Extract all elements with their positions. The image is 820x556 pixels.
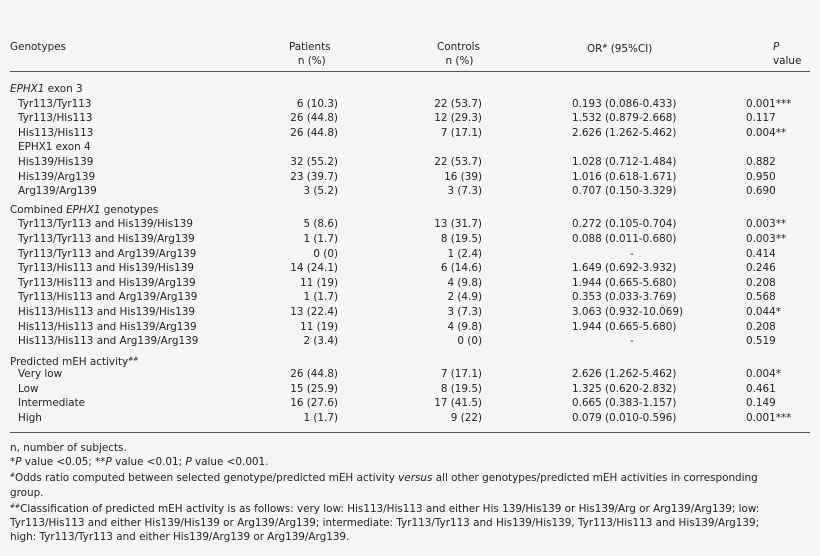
table-row xyxy=(10,382,810,397)
cell-genotype: Tyr113/Tyr113 xyxy=(18,97,92,110)
header-or xyxy=(587,40,652,56)
cell-controls-value: 1 (2.4) xyxy=(447,247,482,260)
cell-p-value: 0.208 xyxy=(746,276,776,289)
cell-controls-value: 4 (9.8) xyxy=(447,276,482,289)
table-header xyxy=(10,0,810,71)
cell-patients: 5 (8.6) xyxy=(303,218,338,231)
cell-p-value: 0.004** xyxy=(746,126,787,139)
footnotes xyxy=(10,441,810,544)
header-controls-label: Controls xyxy=(437,41,480,53)
cell-controls-value: 8 (19.5) xyxy=(440,232,482,245)
cell-p-value: 0.004* xyxy=(746,368,781,381)
footnote-p-values xyxy=(10,455,810,469)
fn-p3-rest: value <0.001. xyxy=(191,456,269,469)
cell-patients: 11 (19) xyxy=(300,320,338,333)
table-row xyxy=(10,184,810,199)
footnote-classification-line3: high: Tyr113/Tyr113 and either His139/Arg139 or Arg139/Arg139. xyxy=(10,531,350,544)
cell-controls-value: 3 (7.3) xyxy=(447,305,482,318)
table-page xyxy=(10,0,810,544)
table-body xyxy=(10,82,810,426)
cell-or: 1.944 (0.665-5.680) xyxy=(572,276,677,289)
fn-or-pre: Odds ratio computed between selected genotype/predicted mEH activity xyxy=(15,472,399,485)
cell-genotype: His113/His113 and His139/Arg139 xyxy=(18,320,197,333)
footnote-classification-line2: Tyr113/His113 and either His139/His139 or Arg139/Arg139; intermediate: Tyr113/Tyr113 and His139/His139, Tyr113/His113 and His139/Arg139; xyxy=(10,517,760,530)
cell-patients: 1 (1.7) xyxy=(303,291,338,304)
fn-star: * xyxy=(10,456,16,469)
fn-or-italic: versus xyxy=(398,472,433,485)
header-or-sup: # xyxy=(602,43,608,50)
cell-genotype: High xyxy=(18,412,42,425)
cell-patients: 2 (3.4) xyxy=(303,335,338,348)
cell-patients: 13 (22.4) xyxy=(290,305,338,318)
cell-patients: 1 (1.7) xyxy=(303,412,338,425)
cell-patients: 15 (25.9) xyxy=(290,382,338,395)
cell-patients: 16 (27.6) xyxy=(290,397,338,410)
table-row xyxy=(10,170,810,185)
fn-class-sup: ## xyxy=(10,502,21,510)
cell-p-value: 0.882 xyxy=(746,155,776,168)
cell-or: 0.193 (0.086-0.433) xyxy=(572,97,677,110)
table-row xyxy=(10,111,810,126)
cell-controls-value: 7 (17.1) xyxy=(440,368,482,381)
cell-genotype: Tyr113/His113 and His139/His139 xyxy=(18,262,194,275)
cell-genotype: Tyr113/Tyr113 and Arg139/Arg139 xyxy=(18,247,197,260)
cell-p-value: 0.003** xyxy=(746,218,787,231)
section-exon3-gene: EPHX1 xyxy=(10,83,45,95)
cell-controls-value: 6 (14.6) xyxy=(440,262,482,275)
cell-genotype: Intermediate xyxy=(18,397,86,410)
cell-controls-value: 22 (53.7) xyxy=(434,155,482,168)
table-row xyxy=(10,97,810,112)
cell-controls-value: 12 (29.3) xyxy=(434,112,482,125)
cell-p-value: 0.690 xyxy=(746,185,776,198)
header-rule xyxy=(10,71,810,72)
group-activity xyxy=(10,367,810,425)
cell-p-value: 0.950 xyxy=(746,170,776,183)
section-combined-post: genotypes xyxy=(100,203,159,216)
cell-or: 2.626 (1.262-5.462) xyxy=(572,368,677,381)
table-row xyxy=(10,261,810,276)
cell-p-value: 0.461 xyxy=(746,382,776,395)
cell-p-value: 0.149 xyxy=(746,397,776,410)
cell-controls-value: 4 (9.8) xyxy=(447,320,482,333)
fn-p1: P xyxy=(15,456,22,469)
header-patients xyxy=(289,40,331,68)
section-combined-pre: Combined xyxy=(10,203,67,216)
table-row xyxy=(10,247,810,262)
cell-patients: 3 (5.2) xyxy=(303,185,338,198)
cell-patients: 14 (24.1) xyxy=(290,262,338,275)
cell-or: 0.272 (0.105-0.704) xyxy=(572,218,677,231)
cell-genotype: Very low xyxy=(18,368,63,381)
header-or-ci: (95%CI) xyxy=(607,43,653,55)
cell-genotype: His139/Arg139 xyxy=(18,170,96,183)
fn-class-line1: Classification of predicted mEH activity is as follows: very low: His113/His113 and either His 139/His139 or His139/Arg or Arg139/Arg139; low: xyxy=(20,502,760,515)
cell-controls-value: 8 (19.5) xyxy=(440,382,482,395)
section-activity xyxy=(10,353,810,368)
fn-p2: P xyxy=(105,456,112,469)
table-row xyxy=(10,290,810,305)
header-patients-unit: n (%) xyxy=(297,55,326,67)
cell-or: 3.063 (0.932-10.069) xyxy=(572,305,684,318)
cell-p-value: 0.001*** xyxy=(746,97,792,110)
fn-p3: P xyxy=(185,456,192,469)
header-genotypes: Genotypes xyxy=(10,41,67,53)
table-row xyxy=(10,396,810,411)
cell-genotype: Tyr113/His113 xyxy=(18,112,93,125)
cell-or: - xyxy=(630,335,634,348)
cell-genotype: His113/His113 and Arg139/Arg139 xyxy=(18,335,199,348)
cell-controls-value: 17 (41.5) xyxy=(434,397,482,410)
cell-patients: 26 (44.8) xyxy=(290,126,338,139)
header-patients-label: Patients xyxy=(289,41,331,53)
section-exon3-label: exon 3 xyxy=(44,83,83,95)
cell-genotype: His139/His139 xyxy=(18,155,94,168)
footnote-classification xyxy=(10,500,810,516)
header-controls-unit: n (%) xyxy=(445,55,474,67)
cell-or: 0.079 (0.010-0.596) xyxy=(572,412,677,425)
header-p-italic: P xyxy=(773,41,780,53)
footnote-odds-ratio-cont: group. xyxy=(10,486,44,499)
group-exon3 xyxy=(10,97,810,141)
cell-genotype: Tyr113/His113 and Arg139/Arg139 xyxy=(18,291,198,304)
fn-p2-rest: value <0.01; xyxy=(111,456,186,469)
cell-patients: 6 (10.3) xyxy=(296,97,338,110)
cell-p-value: 0.001*** xyxy=(746,412,792,425)
table-row xyxy=(10,305,810,320)
section-exon4-label: EPHX1 exon 4 xyxy=(18,141,91,154)
cell-or: 1.016 (0.618-1.671) xyxy=(572,170,677,183)
cell-patients: 1 (1.7) xyxy=(303,232,338,245)
fn-or-sup: # xyxy=(10,472,16,480)
cell-controls-value: 16 (39) xyxy=(444,170,482,183)
cell-p-value: 0.208 xyxy=(746,320,776,333)
cell-genotype: Tyr113/Tyr113 and His139/His139 xyxy=(18,218,194,231)
fn-or-post: all other genotypes/predicted mEH activities in corresponding xyxy=(432,472,758,485)
section-exon4 xyxy=(10,140,810,155)
cell-p-value: 0.568 xyxy=(746,291,776,304)
cell-p-value: 0.044* xyxy=(746,305,781,318)
table-row xyxy=(10,217,810,232)
cell-controls-value: 0 (0) xyxy=(457,335,482,348)
cell-controls-value: 13 (31.7) xyxy=(434,218,482,231)
header-p-value xyxy=(773,40,810,68)
section-exon3 xyxy=(10,82,810,97)
footnote-n: n, number of subjects. xyxy=(10,442,127,454)
cell-genotype: His113/His113 xyxy=(18,126,94,139)
group-combined xyxy=(10,217,810,348)
table-row xyxy=(10,155,810,170)
section-activity-label: Predicted mEH activity xyxy=(10,355,129,368)
cell-or: 2.626 (1.262-5.462) xyxy=(572,126,677,139)
footer-rule xyxy=(10,432,810,433)
cell-p-value: 0.117 xyxy=(746,112,776,125)
cell-p-value: 0.246 xyxy=(746,262,776,275)
table-row xyxy=(10,320,810,335)
cell-or: 1.028 (0.712-1.484) xyxy=(572,155,677,168)
table-row xyxy=(10,334,810,349)
table-row xyxy=(10,232,810,247)
cell-p-value: 0.519 xyxy=(746,335,776,348)
cell-or: 1.944 (0.665-5.680) xyxy=(572,320,677,333)
fn-p1-rest: value <0.05; ** xyxy=(21,456,106,469)
cell-controls-value: 2 (4.9) xyxy=(447,291,482,304)
section-combined xyxy=(10,203,810,218)
cell-p-value: 0.414 xyxy=(746,247,776,260)
cell-or: 0.353 (0.033-3.769) xyxy=(572,291,677,304)
cell-or: 0.665 (0.383-1.157) xyxy=(572,397,677,410)
cell-or: 0.088 (0.011-0.680) xyxy=(572,232,677,245)
cell-genotype: Low xyxy=(18,382,39,395)
table-row xyxy=(10,126,810,141)
cell-patients: 26 (44.8) xyxy=(290,368,338,381)
header-or-label: OR xyxy=(587,43,603,55)
table-row xyxy=(10,276,810,291)
table-row xyxy=(10,411,810,426)
cell-controls-value: 22 (53.7) xyxy=(434,97,482,110)
section-activity-sup: ## xyxy=(128,355,139,363)
header-p-rest: value xyxy=(773,55,802,67)
group-exon4 xyxy=(10,155,810,199)
cell-p-value: 0.003** xyxy=(746,232,787,245)
cell-genotype: Tyr113/Tyr113 and His139/Arg139 xyxy=(18,232,195,245)
cell-genotype: Tyr113/His113 and His139/Arg139 xyxy=(18,276,196,289)
cell-or: 0.707 (0.150-3.329) xyxy=(572,185,677,198)
cell-controls-value: 3 (7.3) xyxy=(447,185,482,198)
cell-controls-value: 7 (17.1) xyxy=(440,126,482,139)
cell-patients: 11 (19) xyxy=(300,276,338,289)
footnote-odds-ratio xyxy=(10,469,810,485)
cell-patients: 0 (0) xyxy=(313,247,338,260)
cell-or: 1.532 (0.879-2.668) xyxy=(572,112,677,125)
cell-patients: 23 (39.7) xyxy=(290,170,338,183)
cell-or: - xyxy=(630,247,634,260)
header-controls xyxy=(437,40,480,68)
cell-or: 1.325 (0.620-2.832) xyxy=(572,382,677,395)
table-row xyxy=(10,367,810,382)
cell-genotype: His113/His113 and His139/His139 xyxy=(18,305,195,318)
cell-patients: 26 (44.8) xyxy=(290,112,338,125)
cell-or: 1.649 (0.692-3.932) xyxy=(572,262,677,275)
cell-patients: 32 (55.2) xyxy=(290,155,338,168)
cell-genotype: Arg139/Arg139 xyxy=(18,185,97,198)
cell-controls-value: 9 (22) xyxy=(450,412,482,425)
section-combined-gene: EPHX1 xyxy=(66,203,101,216)
